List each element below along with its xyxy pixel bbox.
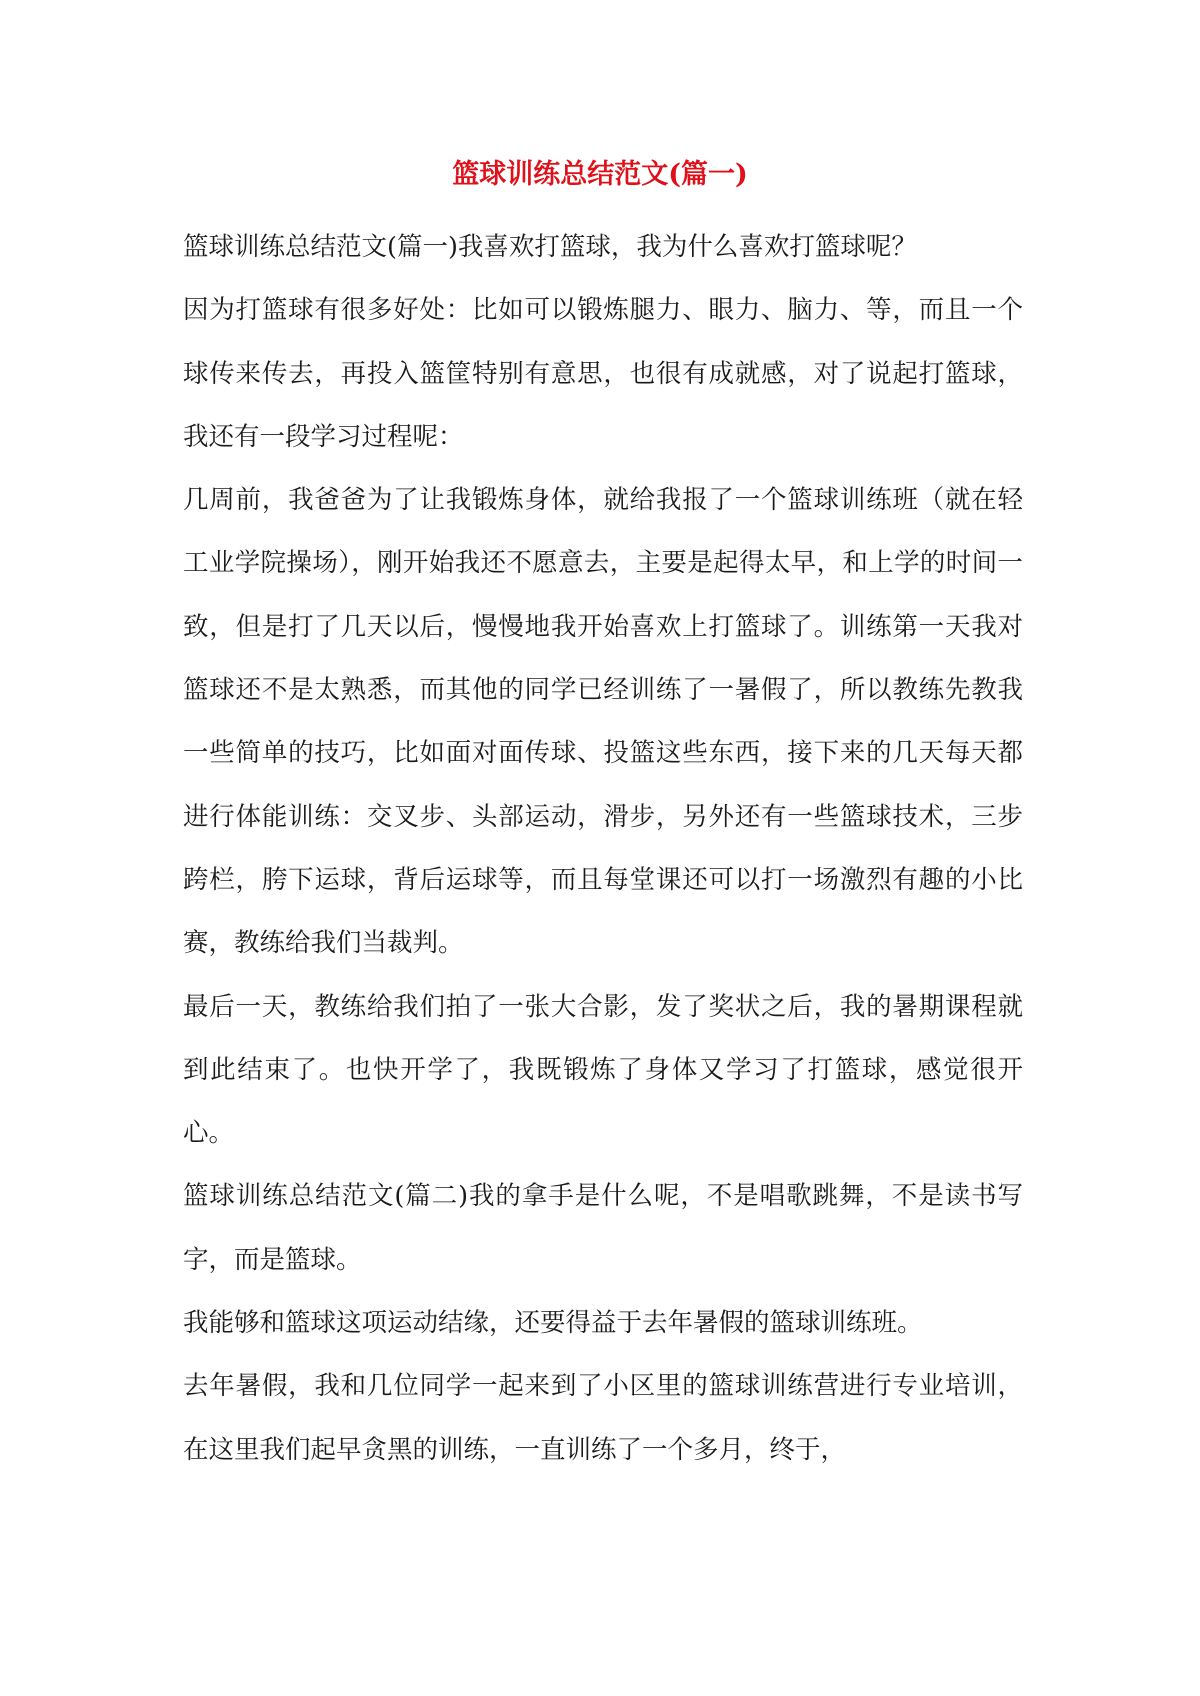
paragraph-4: 最后一天，教练给我们拍了一张大合影，发了奖状之后，我的暑期课程就到此结束了。也快开学了，我既锻炼了身体又学习了打篮球，感觉很开心。 (183, 991, 1023, 1149)
paragraph-6: 我能够和篮球这项运动结缘，还要得益于去年暑假的篮球训练班。 (183, 1308, 923, 1339)
paragraph-7: 去年暑假，我和几位同学一起来到了小区里的篮球训练营进行专业培训，在这里我们起早贪黑的训练，一直训练了一个多月，终于， (183, 1371, 1023, 1465)
paragraph-2: 因为打篮球有很多好处：比如可以锻炼腿力、眼力、脑力、等，而且一个球传来传去，再投入篮筐特别有意思，也很有成就感，对了说起打篮球，我还有一段学习过程呢： (183, 295, 1023, 452)
document-body (183, 216, 1023, 1482)
document-title: 篮球训练总结范文(篇一) (452, 159, 748, 190)
paragraph-3: 几周前，我爸爸为了让我锻炼身体，就给我报了一个篮球训练班（就在轻工业学院操场），刚开始我还不愿意去，主要是起得太早，和上学的时间一致，但是打了几天以后，慢慢地我开始喜欢上打篮球了。训练第一天我对篮球还不是太熟悉，而其他的同学已经训练了一暑假了，所以教练先教我一些简单的技巧，比如面对面传球、投篮这些东西，接下来的几天每天都进行体能训练：交叉步、头部运动，滑步，另外还有一些篮球技术，三步跨栏，胯下运球，背后运球等，而且每堂课还可以打一场激烈有趣的小比赛，教练给我们当裁判。 (183, 485, 1023, 959)
paragraph-1: 篮球训练总结范文(篇一)我喜欢打篮球，我为什么喜欢打篮球呢？ (183, 232, 917, 262)
paragraph-5: 篮球训练总结范文(篇二)我的拿手是什么呢，不是唱歌跳舞，不是读书写字，而是篮球。 (183, 1181, 1023, 1275)
